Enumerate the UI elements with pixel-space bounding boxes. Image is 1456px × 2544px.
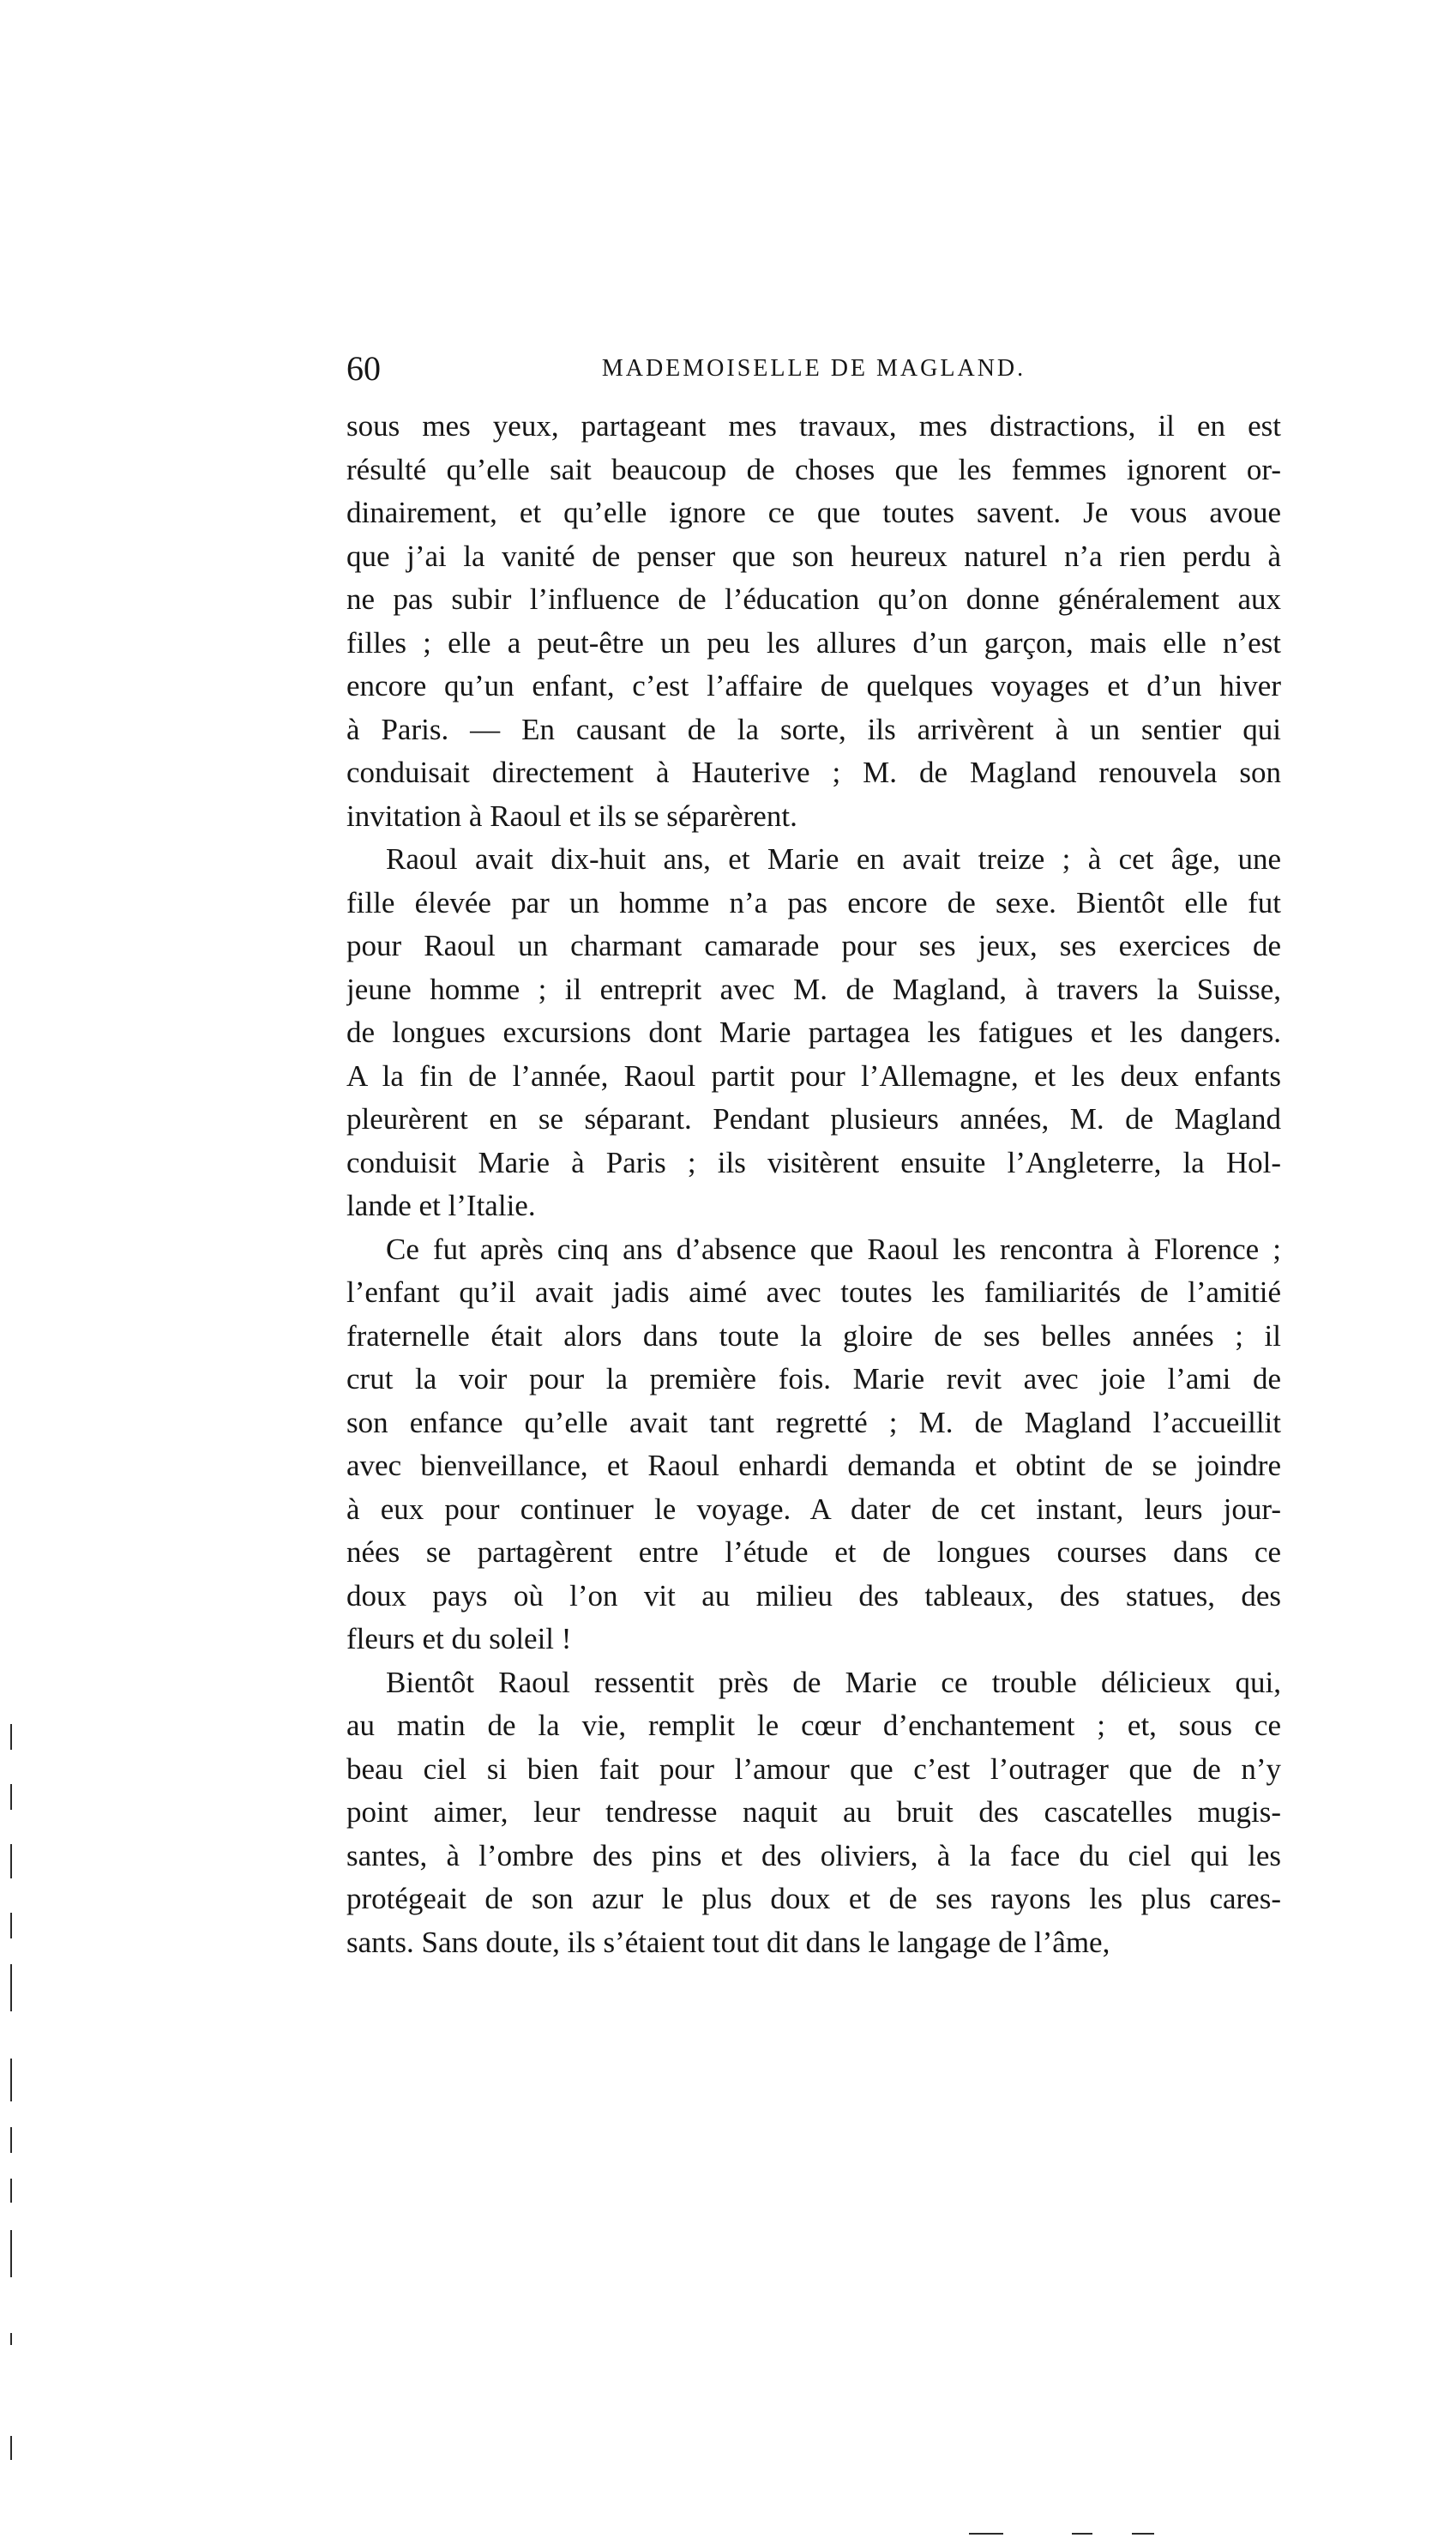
text-line: à Paris. — En causant de la sorte, ils arrivèrent à un sentier qui bbox=[346, 712, 1281, 746]
text-line: encore qu’un enfant, c’est l’affaire de quelques voyages et d’un hiver bbox=[346, 669, 1281, 702]
text-line: résulté qu’elle sait beaucoup de choses que les femmes ignorent or- bbox=[346, 452, 1281, 486]
text-line: dinairement, et qu’elle ignore ce que toutes savent. Je vous avoue bbox=[346, 496, 1281, 529]
scan-artifact bbox=[10, 2230, 12, 2277]
scan-artifact bbox=[10, 2127, 12, 2153]
scan-artifact bbox=[969, 2533, 1003, 2535]
text-line: jeune homme ; il entreprit avec M. de Magland, à travers la Suisse, bbox=[346, 972, 1281, 1006]
page-header bbox=[346, 343, 1281, 395]
running-title: MADEMOISELLE DE MAGLAND. bbox=[601, 355, 1026, 382]
text-line: sants. Sans doute, ils s’étaient tout dit dans le langage de l’âme, bbox=[346, 1925, 1110, 1959]
text-line: sous mes yeux, partageant mes travaux, mes distractions, il en est bbox=[346, 409, 1281, 443]
text-line: protégeait de son azur le plus doux et de ses rayons les plus cares- bbox=[346, 1882, 1281, 1915]
text-line: lande et l’Italie. bbox=[346, 1189, 536, 1222]
text-line: nées se partagèrent entre l’étude et de longues courses dans ce bbox=[346, 1535, 1281, 1569]
paragraph bbox=[346, 1661, 1281, 1965]
text-line: pour Raoul un charmant camarade pour ses jeux, ses exercices de bbox=[346, 929, 1281, 962]
scan-artifact bbox=[10, 2333, 12, 2345]
text-line: Bientôt Raoul ressentit près de Marie ce trouble délicieux qui, bbox=[386, 1665, 1281, 1699]
scan-artifact bbox=[10, 2436, 12, 2460]
text-line: avec bienveillance, et Raoul enhardi demanda et obtint de se joindre bbox=[346, 1449, 1281, 1482]
text-line: conduisit Marie à Paris ; ils visitèrent ensuite l’Angleterre, la Hol- bbox=[346, 1145, 1281, 1179]
text-line: de longues excursions dont Marie partagea les fatigues et les dangers. bbox=[346, 1016, 1281, 1049]
text-line: point aimer, leur tendresse naquit au bruit des cascatelles mugis- bbox=[346, 1795, 1281, 1829]
text-line: fraternelle était alors dans toute la gloire de ses belles années ; il bbox=[346, 1318, 1281, 1353]
text-line: fille élevée par un homme n’a pas encore de sexe. Bientôt elle fut bbox=[346, 885, 1281, 919]
scan-artifact bbox=[1132, 2533, 1154, 2535]
paragraph bbox=[346, 838, 1281, 1228]
text-line: doux pays où l’on vit au milieu des tableaux, des statues, des bbox=[346, 1578, 1281, 1613]
paragraph bbox=[346, 1228, 1281, 1661]
text-line: que j’ai la vanité de penser que son heureux naturel n’a rien perdu à bbox=[346, 539, 1281, 573]
body-text bbox=[346, 405, 1281, 1964]
scan-artifact bbox=[10, 1784, 12, 1810]
text-line: filles ; elle a peut-être un peu les allures d’un garçon, mais elle n’est bbox=[346, 625, 1281, 660]
text-line: santes, à l’ombre des pins et des oliviers, à la face du ciel qui les bbox=[346, 1838, 1281, 1872]
text-line: son enfance qu’elle avait tant regretté ; M. de Magland l’accueillit bbox=[346, 1405, 1281, 1439]
text-line: au matin de la vie, remplit le cœur d’enchantement ; et, sous ce bbox=[346, 1709, 1281, 1742]
scan-artifact bbox=[10, 1724, 12, 1750]
text-line: conduisait directement à Hauterive ; M. de Magland renouvela son bbox=[346, 756, 1281, 789]
text-line: beau ciel si bien fait pour l’amour que c’est l’outrager que de n’y bbox=[346, 1751, 1281, 1786]
text-line: l’enfant qu’il avait jadis aimé avec toutes les familiarités de l’amitié bbox=[346, 1275, 1281, 1309]
text-line: crut la voir pour la première fois. Marie revit avec joie l’ami de bbox=[346, 1362, 1281, 1396]
scan-artifact bbox=[10, 1913, 12, 1938]
text-line: ne pas subir l’influence de l’éducation qu’on donne généralement aux bbox=[346, 582, 1281, 616]
scan-artifact bbox=[10, 2179, 12, 2203]
text-line: A la fin de l’année, Raoul partit pour l’Allemagne, et les deux enfants bbox=[346, 1058, 1281, 1093]
scan-artifact bbox=[10, 1964, 12, 2011]
scan-artifact bbox=[1072, 2533, 1092, 2535]
text-line: fleurs et du soleil ! bbox=[346, 1622, 572, 1655]
scan-artifact bbox=[10, 2059, 12, 2101]
text-line: invitation à Raoul et ils se séparèrent. bbox=[346, 799, 797, 833]
text-line: Raoul avait dix-huit ans, et Marie en avait treize ; à cet âge, une bbox=[386, 842, 1281, 876]
scan-artifact bbox=[10, 1844, 12, 1878]
paragraph bbox=[346, 405, 1281, 838]
text-line: pleurèrent en se séparant. Pendant plusieurs années, M. de Magland bbox=[346, 1102, 1281, 1136]
text-line: Ce fut après cinq ans d’absence que Raoul les rencontra à Florence ; bbox=[386, 1232, 1281, 1266]
page-number: 60 bbox=[346, 349, 381, 388]
text-line: à eux pour continuer le voyage. A dater de cet instant, leurs jour- bbox=[346, 1492, 1281, 1526]
